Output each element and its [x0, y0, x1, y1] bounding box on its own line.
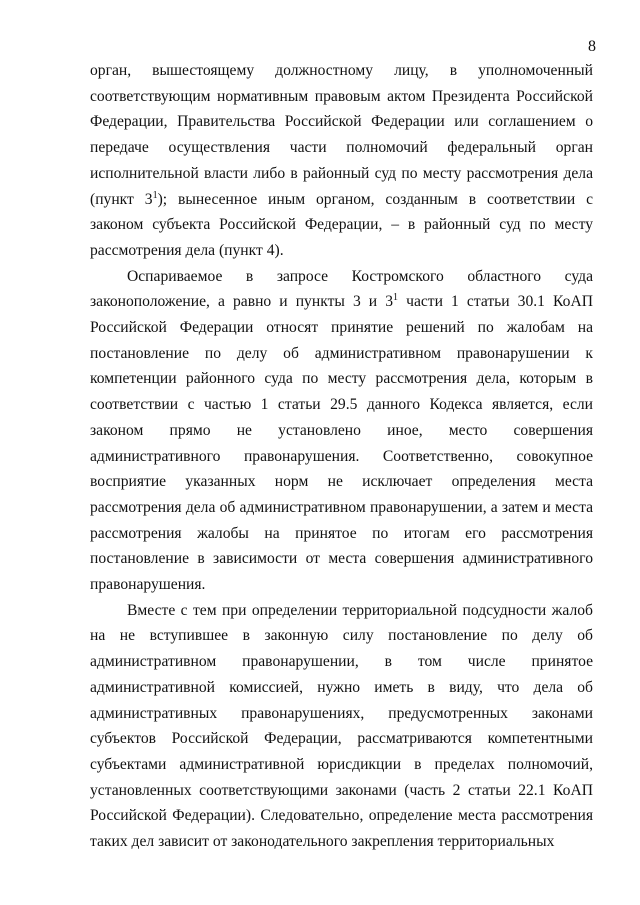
paragraph-text: Оспариваемое в запросе Костромского областного суда законоположение, а равно и пункты 3 и 3 — [90, 267, 593, 311]
paragraph — [90, 598, 593, 855]
paragraph-text: Вместе с тем при определении территориальной подсудности жалоб на не вступившее в законную силу постановление по делу об административном правонарушении, в том числе принятое административной комиссией, нужно иметь в виду, что дела об административных правонарушениях, предусмотренных законами субъектов Российской Федерации, рассматриваются компетентными субъектами административной юрисдикции в пределах полномочий, установленных соответствующими законами (часть 2 статьи 22.1 КоАП Российской Федерации). Следовательно, определение места рассмотрения таких дел зависит от законодательного закрепления территориальных — [90, 601, 593, 851]
paragraph-text: части 1 статьи 30.1 КоАП Российской Федерации относят принятие решений по жалобам на постановление по делу об административном правонарушении к компетенции районного суда по месту рассмотрения дела, которым в соответствии с частью 1 статьи 29.5 данного Кодекса является, если законом прямо не установлено иное, место совершения административного правонарушения. Соответственно, совокупное восприятие указанных норм не исключает определения места рассмотрения дела об административном правонарушении, а затем и места рассмотрения жалобы на принятое по итогам его рассмотрения постановление в зависимости от места совершения административного правонарушения. — [90, 293, 593, 594]
page-number: 8 — [588, 38, 596, 55]
superscript: 1 — [393, 292, 399, 304]
superscript: 1 — [152, 189, 158, 201]
paragraph-text: ); вынесенное иным органом, созданным в соответствии с законом субъекта Российской Федерации, – в районный суд по месту рассмотрения дела (пункт 4). — [90, 190, 593, 259]
paragraph-text: орган, вышестоящему должностному лицу, в уполномоченный соответствующим нормативным правовым актом Президента Российской Федерации, Правительства Российской Федерации или соглашением о передаче осуществления части полномочий федеральный орган исполнительной власти либо в районный суд по месту рассмотрения дела (пункт 3 — [90, 62, 593, 208]
paragraph — [90, 58, 593, 264]
paragraph — [90, 264, 593, 598]
document-body — [90, 58, 593, 855]
